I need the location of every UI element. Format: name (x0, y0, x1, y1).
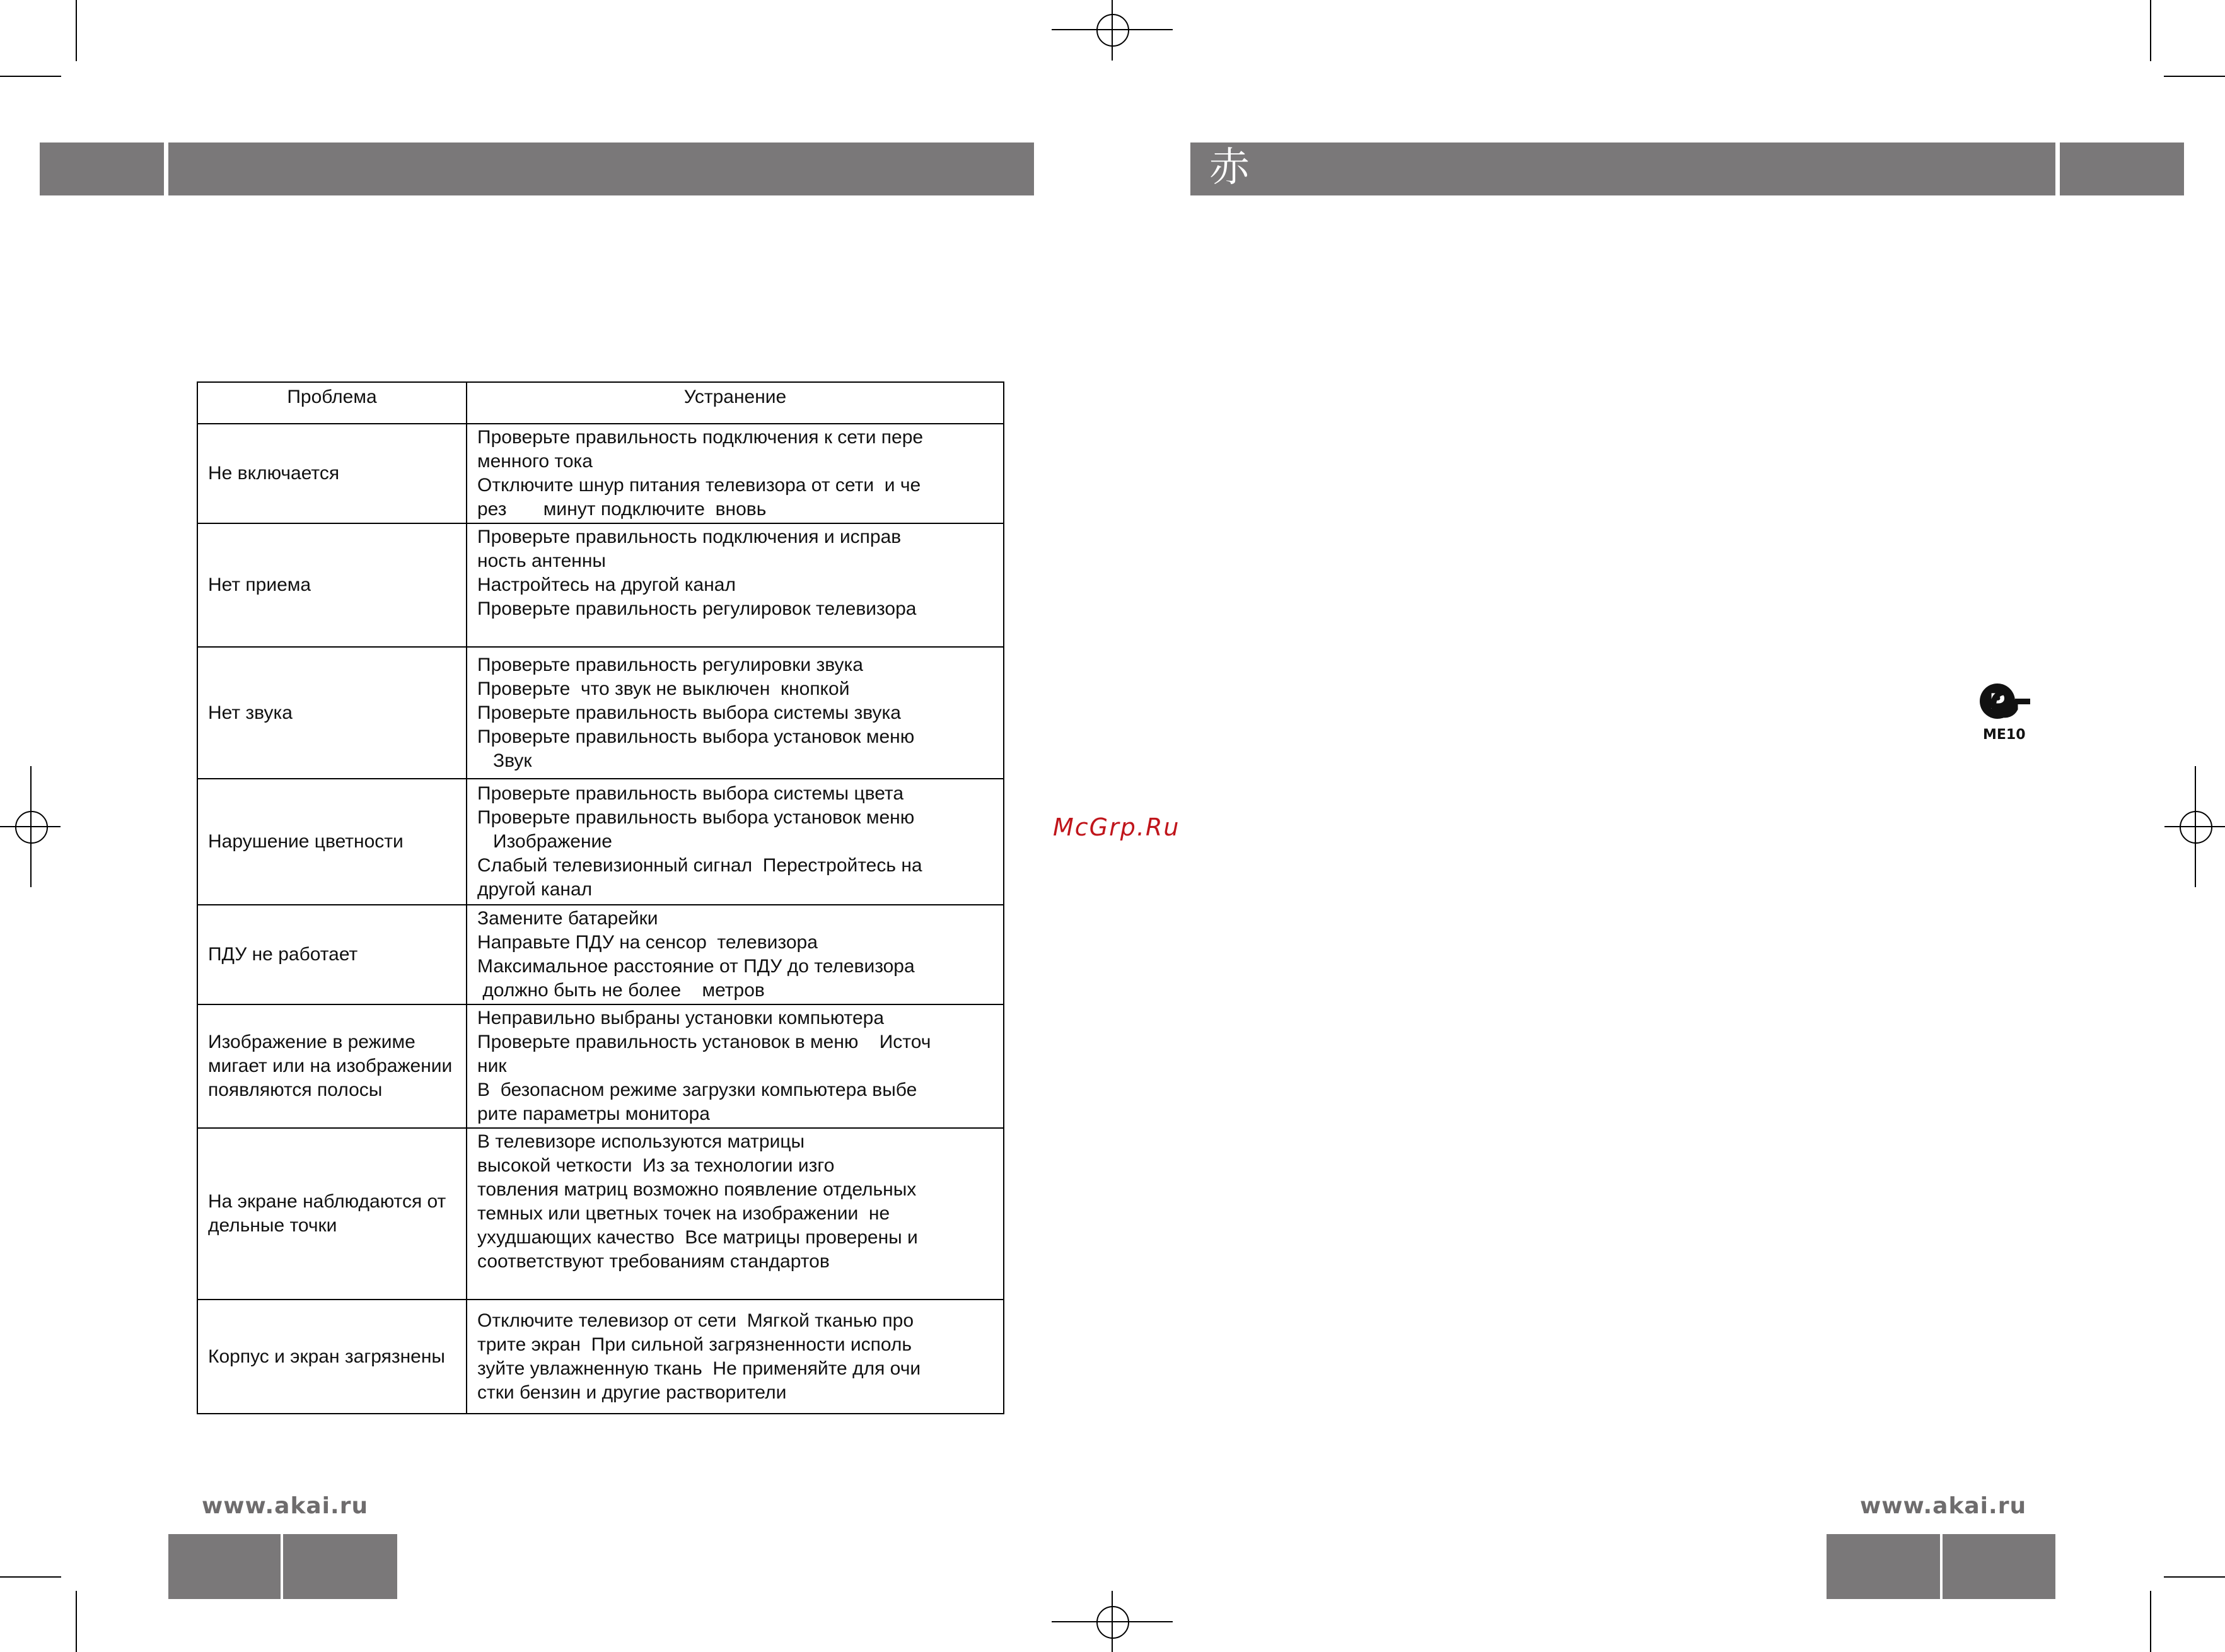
certification-code: ME10 (1983, 727, 2026, 743)
header-glyph: 赤 (1209, 144, 1250, 191)
crop-mark (0, 1576, 61, 1578)
footer-block-left-2 (283, 1534, 397, 1599)
header-band-left (168, 143, 1034, 195)
problem-cell: Нарушение цветности (197, 779, 467, 905)
table-row (197, 424, 1004, 523)
footer-site-left[interactable]: www.akai.ru (202, 1493, 369, 1519)
table-row (197, 905, 1004, 1004)
table-row (197, 1128, 1004, 1300)
solution-cell: Неправильно выбраны установки компьютера Проверьте правильность установок в меню Источ ник В безопасном режиме загрузки компьютера выбе рите параметры монитора (467, 1004, 1004, 1128)
table-row (197, 779, 1004, 905)
solution-cell: Проверьте правильность регулировки звука Проверьте что звук не выключен кнопкой Проверьте правильность выбора системы звука Проверьте правильность выбора установок меню Звук (467, 647, 1004, 779)
table-row (197, 1300, 1004, 1414)
solution-cell: Проверьте правильность выбора системы цвета Проверьте правильность выбора установок меню Изображение Слабый телевизионный сигнал Перестройтесь на другой канал (467, 779, 1004, 905)
crop-mark (2150, 0, 2151, 61)
problem-cell: ПДУ не работает (197, 905, 467, 1004)
crop-mark (2164, 76, 2225, 77)
table-row (197, 1004, 1004, 1128)
table-header-row (197, 382, 1004, 424)
header-problem: Проблема (197, 382, 467, 424)
svg-text:Р: Р (1989, 689, 2006, 714)
problem-cell: Корпус и экран загрязнены (197, 1300, 467, 1414)
crop-mark (2164, 1576, 2225, 1578)
solution-cell: Проверьте правильность подключения и исправ ность антенны Настройтесь на другой канал Проверьте правильность регулировок телевизора (467, 523, 1004, 647)
footer-site-right[interactable]: www.akai.ru (1860, 1493, 2027, 1519)
watermark-text: McGrp.Ru (1053, 813, 1180, 841)
problem-cell: Нет звука (197, 647, 467, 779)
troubleshooting-table (197, 381, 1004, 1414)
header-band-right (1190, 143, 2055, 195)
table-row (197, 523, 1004, 647)
crop-mark (76, 1591, 77, 1652)
problem-cell: Изображение в режиме мигает или на изображении появляются полосы (197, 1004, 467, 1128)
crop-mark (2150, 1591, 2151, 1652)
footer-block-right-2 (1943, 1534, 2055, 1599)
problem-cell: Нет приема (197, 523, 467, 647)
table-row (197, 647, 1004, 779)
header-solution: Устранение (467, 382, 1004, 424)
solution-cell: Проверьте правильность подключения к сети пере менного тока Отключите шнур питания телевизора от сети и че рез минут подключите вновь (467, 424, 1004, 523)
solution-cell: Замените батарейки Направьте ПДУ на сенсор телевизора Максимальное расстояние от ПДУ до телевизора должно быть не более метров (467, 905, 1004, 1004)
solution-cell: Отключите телевизор от сети Мягкой тканью про трите экран При сильной загрязненности исполь зуйте увлажненную ткань Не применяйте для очи стки бензин и другие растворители (467, 1300, 1004, 1414)
footer-block-left-1 (168, 1534, 281, 1599)
crop-mark (0, 76, 61, 77)
header-band-right-tab (2060, 143, 2184, 195)
problem-cell: На экране наблюдаются от дельные точки (197, 1128, 467, 1300)
solution-cell: В телевизоре используются матрицы высокой четкости Из за технологии изго товления матриц возможно появление отдельных темных или цветных точек на изображении не ухудшающих качество Все матрицы проверены и соответствуют требованиям стандартов (467, 1128, 1004, 1300)
crop-mark (76, 0, 77, 61)
problem-cell: Не включается (197, 424, 467, 523)
header-band-left-tab (40, 143, 164, 195)
footer-block-right-1 (1827, 1534, 1940, 1599)
